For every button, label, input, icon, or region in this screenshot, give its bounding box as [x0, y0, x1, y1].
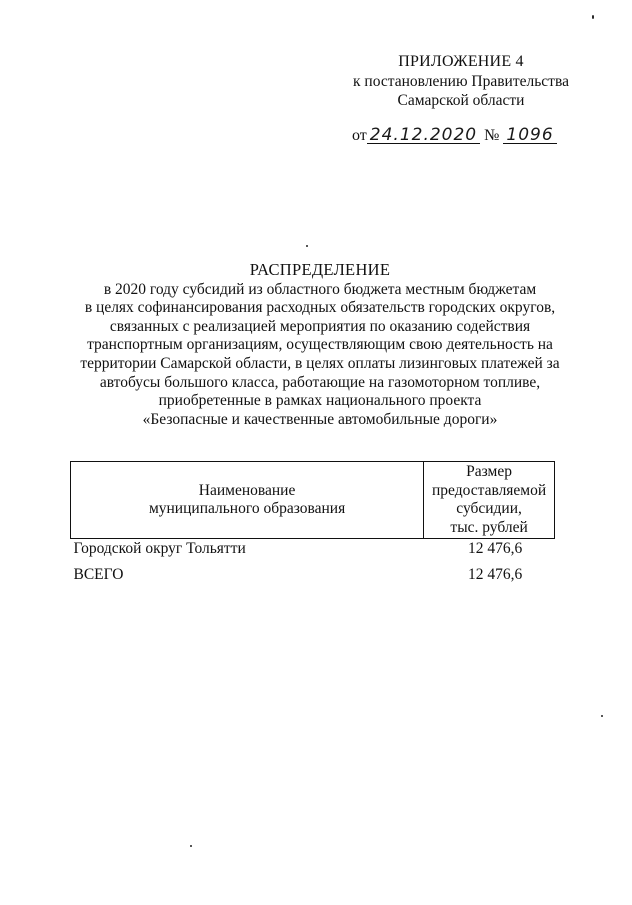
scan-speck — [592, 15, 594, 19]
resolution-from-label: от — [352, 127, 367, 144]
table-header-row — [71, 462, 555, 539]
resolution-number: 1096 — [503, 127, 556, 144]
scan-speck — [601, 715, 603, 717]
heading-title: РАСПРЕДЕЛЕНИЕ — [249, 260, 391, 279]
resolution-date-number — [352, 126, 557, 146]
header-municipality — [71, 462, 424, 539]
header-amount-line-1: Размер — [466, 463, 512, 480]
table-row-total — [71, 566, 555, 590]
distribution-table — [70, 461, 555, 590]
total-label: ВСЕГО — [73, 566, 124, 583]
heading-line: в 2020 году субсидий из областного бюджета местным бюджетам — [103, 280, 537, 298]
heading-line: территории Самарской области, в целях оплаты лизинговых платежей за — [80, 354, 560, 372]
heading-line: автобусы большого класса, работающие на газомоторном топливе, — [99, 373, 541, 391]
document-heading — [60, 261, 580, 429]
header-amount-line-4: тыс. рублей — [450, 518, 528, 536]
heading-line: транспортным организациям, осуществляющим свою деятельность на — [87, 336, 553, 354]
header-amount-line-2: предоставляемой — [431, 481, 547, 499]
appendix-line-1: к постановлению Правительства — [353, 72, 569, 90]
header-municipality-line-1: Наименование — [198, 481, 296, 499]
appendix-title: ПРИЛОЖЕНИЕ 4 — [398, 53, 524, 70]
scan-speck — [190, 845, 192, 847]
table-row — [71, 539, 555, 567]
row-subsidy-value: 12 476,6 — [467, 540, 523, 557]
heading-line: связанных с реализацией мероприятия по оказанию содействия — [109, 317, 531, 335]
header-amount-line-3: субсидии, — [456, 500, 522, 517]
appendix-line-2: Самарской области — [397, 92, 525, 109]
resolution-number-sign: № — [484, 127, 500, 144]
scan-speck — [306, 245, 308, 247]
heading-line: в целях софинансирования расходных обязательств городских округов, — [84, 299, 556, 317]
appendix-block — [330, 52, 592, 111]
heading-line: «Безопасные и качественные автомобильные дороги» — [142, 410, 498, 428]
header-municipality-line-2: муниципального образования — [148, 500, 346, 517]
total-value: 12 476,6 — [467, 566, 523, 583]
row-municipality-name: Городской округ Тольятти — [73, 540, 246, 557]
header-subsidy-amount — [424, 462, 555, 539]
heading-line: приобретенные в рамках национального проекта — [158, 392, 482, 410]
resolution-date: 24.12.2020 — [367, 127, 480, 144]
